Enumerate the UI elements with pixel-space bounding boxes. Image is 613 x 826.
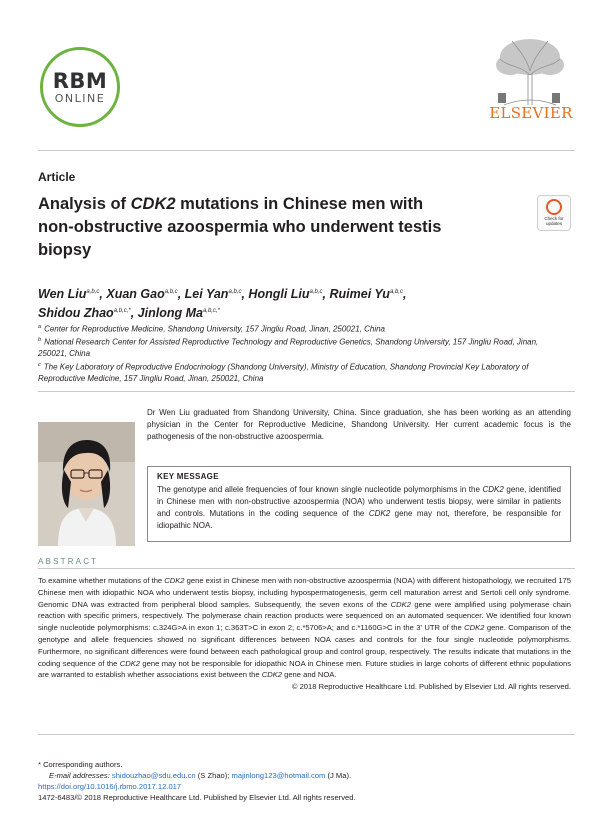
check-updates-icon	[546, 199, 562, 215]
abstract-copyright: © 2018 Reproductive Healthcare Ltd. Published by Elsevier Ltd. All rights reserved.	[291, 682, 571, 692]
author-affil[interactable]: a,b,c	[228, 289, 242, 295]
affiliation-item: $^c$ The Key Laboratory of Reproductive Endocrinology (Shandong University), Ministry of Education, Shandong Provincial Key Laboratory of Reproductive Medicine, 157 Jingliu Road, Jinan, 250021, China	[38, 361, 529, 383]
title-gene: CDK2	[130, 195, 176, 213]
doi-link[interactable]: https://doi.org/10.1016/j.rbmo.2017.12.017	[38, 782, 182, 791]
author-affil[interactable]: a,b,c	[164, 289, 178, 295]
author-list: Wen Liu$^{a,b,c}$, Xuan Gao$^{a,b,c}$, Lei Yan$^{a,b,c}$, Hongli Liu$^{a,b,c}$, Ruimei Yu$^{a,b,c}$, Shidou Zhao$^{a,b,c,*}$, Jinlong $Ma^{a,b,c,*}$	[38, 287, 407, 321]
author-name: Lei Yan	[184, 287, 229, 302]
article-type: Article	[38, 170, 76, 184]
author-name: Wen Liu	[38, 287, 87, 302]
author-name: Ruimei Yu	[329, 287, 390, 302]
check-updates-label: Check for updates	[544, 216, 564, 226]
title-part: Analysis of	[38, 195, 131, 213]
article-title	[38, 193, 448, 262]
key-message-box	[147, 466, 571, 542]
logo-sub-text: ONLINE	[54, 91, 106, 105]
email-label: E-mail addresses:	[49, 771, 110, 780]
author-name: Hongli Liu	[248, 287, 310, 302]
issn-copyright: 1472-6483/© 2018 Reproductive Healthcare Ltd. Published by Elsevier Ltd. All rights reserved.	[38, 793, 356, 802]
author-name: Jinlong Ma	[137, 306, 203, 321]
elsevier-tree-icon	[490, 35, 570, 107]
author-affil[interactable]: a,b,c	[389, 289, 403, 295]
author-affil[interactable]: a,b,c,*	[202, 308, 220, 315]
author-bio: Dr Wen Liu graduated from Shandong University, China. Since graduation, she has been working as an attending physician in the Center for Reproductive Medicine, Shandong University. Her current academic focus is the pathogenesis of the non-obstructive azoospermia.	[147, 408, 571, 441]
email-owner: (J Ma).	[327, 771, 352, 780]
abstract-end-divider	[38, 734, 575, 735]
email-link-zhao[interactable]: shidouzhao@sdu.edu.cn	[111, 771, 196, 780]
key-message-text: The genotype and allele frequencies of four known single nucleotide polymorphisms in the CDK2 gene, identified in Chinese men with non-obstructive azoospermia (NOA) who underwent testis biopsy, were similar in patients and controls. Mutations in the coding sequence of the CDK2 gene may not, therefore, be responsible for idiopathic NOA.	[157, 485, 562, 530]
affiliation-list	[38, 322, 568, 384]
abstract-divider	[38, 568, 575, 569]
corresponding-note: * Corresponding authors.	[38, 760, 123, 769]
email-link-ma[interactable]: majinlong123@hotmail.com	[231, 771, 326, 780]
author-name: Shidou Zhao	[38, 306, 114, 321]
email-line	[49, 770, 589, 781]
publisher-name[interactable]: ELSEVIER	[489, 104, 573, 122]
author-affil[interactable]: a,b,c,*	[113, 308, 131, 315]
abstract-heading: ABSTRACT	[38, 557, 99, 566]
abstract-text: To examine whether mutations of the CDK2 gene exist in Chinese men with non-obstructive azoospermia (NOA) with different histopathology, we recruited 175 Chinese men with idiopathic NOA who underwent testis biopsy, including hypospermatogenesis, germ cell maturation arrest and Sertoli cell only syndrome. Genomic DNA was extracted from peripheral blood samples. Subsequently, the seven exons of the CDK2 gene were amplified using polymerase chain reaction with specific primers, respectively. The polymerase chain reaction products were sequenced on an automated sequencer. We identified four known single nucleotide polymorphisms: c.324G>A in exon 1; c.363T>C in exon 2; c.*5706>A; and c.*1160G>C in the 3' UTR of the CDK2 gene. Comparison of the genotype and allele frequencies showed no significant differences between NOA cases and controls for the four single nucleotide polymorphisms. Furthermore, no significant differences were found between each pathological group and control group, respectively. The results indicate that mutations in the coding sequence of the CDK2 gene may not be responsible for idiopathic NOA in Chinese men. Future studies in large cohorts of different ethnic populations are warranted to establish whether associations exist between the CDK2 gene and NOA. © 2018 Reproductive Healthcare Ltd. Published by Elsevier Ltd. All rights reserved.	[38, 576, 572, 692]
check-for-updates-button[interactable]	[537, 195, 571, 231]
email-owner: (S Zhao);	[197, 771, 230, 780]
author-affil[interactable]: a,b,c	[309, 289, 323, 295]
author-photo	[38, 422, 135, 546]
header-divider	[38, 150, 575, 151]
title-part: mutations in Chinese men with non-obstructive azoospermia who underwent testis biopsy	[38, 195, 442, 259]
author-name: Xuan Gao	[106, 287, 165, 302]
affiliation-item: $^b$ National Research Center for Assisted Reproductive Technology and Reproductive Genetics, Shandong University, 157 Jingliu Road, Jinan, 250021, China	[38, 337, 539, 359]
author-affil[interactable]: a,b,c	[86, 289, 100, 295]
affiliation-divider	[38, 391, 575, 392]
affiliation-item: $^a$ Center for Reproductive Medicine, Shandong University, 157 Jingliu Road, Jinan, 250021, China	[38, 324, 386, 334]
journal-logo[interactable]	[40, 47, 120, 127]
key-message-heading: KEY MESSAGE	[157, 472, 219, 481]
logo-main-text: RBM	[52, 68, 108, 93]
